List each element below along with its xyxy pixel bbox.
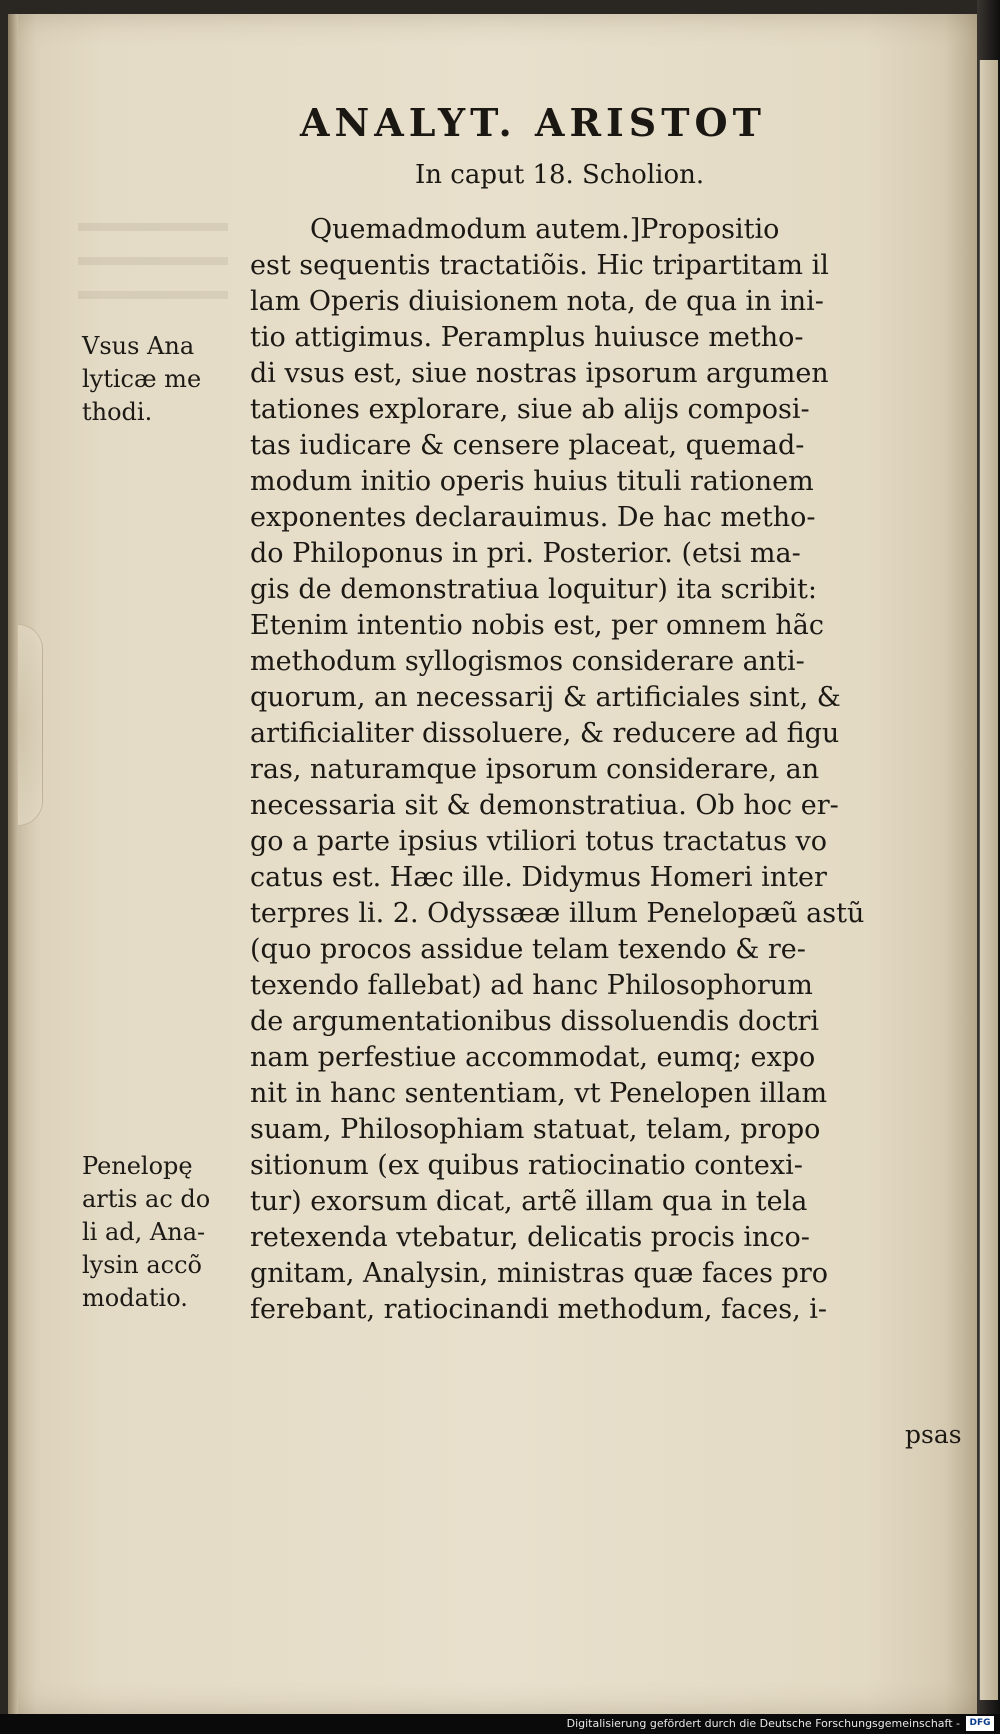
marginal-note-line: modatio. xyxy=(82,1284,188,1312)
marginal-note-line: thodi. xyxy=(82,398,153,426)
next-leaf-edge xyxy=(979,60,998,1700)
body-line: nam perfestiue accommodat, eumq; expo xyxy=(250,1042,816,1073)
body-line: tur) exorsum dicat, artẽ illam qua in tela xyxy=(250,1186,808,1217)
funding-credit: Digitalisierung gefördert durch die Deutsche Forschungsgemeinschaft - xyxy=(566,1717,960,1730)
body-line: lam Operis diuisionem nota, de qua in ini- xyxy=(250,286,824,317)
body-line: retexenda vtebatur, delicatis procis inco- xyxy=(250,1222,810,1253)
body-line: gnitam, Analysin, ministras quæ faces pro xyxy=(250,1258,829,1289)
body-line: nit in hanc sententiam, vt Penelopen illam xyxy=(250,1078,828,1109)
show-through-text xyxy=(78,209,228,319)
body-text xyxy=(250,212,930,1328)
body-line: terpres li. 2. Odyssææ illum Penelopæũ astũ xyxy=(250,898,865,929)
body-line: Quemadmodum autem.]Propositio xyxy=(310,214,780,245)
body-line: suam, Philosophiam statuat, telam, propo xyxy=(250,1114,821,1145)
marginal-note-line: Penelopę xyxy=(82,1152,193,1180)
binding-stitch-mark xyxy=(18,624,43,826)
section-title: In caput 18. Scholion. xyxy=(415,160,705,190)
body-line: ras, naturamque ipsorum considerare, an xyxy=(250,754,820,785)
body-line: do Philoponus in pri. Posterior. (etsi ma- xyxy=(250,538,801,569)
body-line: gis de demonstratiua loquitur) ita scribit: xyxy=(250,574,817,605)
marginal-note-line: li ad, Ana- xyxy=(82,1218,206,1246)
body-line: sitionum (ex quibus ratiocinatio contexi- xyxy=(250,1150,803,1181)
body-line: Etenim intentio nobis est, per omnem hãc xyxy=(250,610,824,641)
body-line: de argumentationibus dissoluendis doctri xyxy=(250,1006,820,1037)
marginal-note-analytica xyxy=(82,330,201,429)
body-line: di vsus est, siue nostras ipsorum argumen xyxy=(250,358,829,389)
running-head: ANALYT. ARISTOT xyxy=(300,100,766,145)
body-line: texendo fallebat) ad hanc Philosophorum xyxy=(250,970,813,1001)
body-line: tationes explorare, siue ab alijs composi- xyxy=(250,394,810,425)
body-line: (quo procos assidue telam texendo & re- xyxy=(250,934,806,965)
dfg-logo-icon: DFG xyxy=(966,1716,994,1731)
body-line: tio attigimus. Peramplus huiusce metho- xyxy=(250,322,804,353)
adjacent-page-edge xyxy=(977,0,1000,1734)
marginal-note-line: Vsus Ana xyxy=(82,332,195,360)
body-line: est sequentis tractatiõis. Hic tripartitam il xyxy=(250,250,829,281)
body-line: artificialiter dissoluere, & reducere ad figu xyxy=(250,718,840,749)
digitization-footer xyxy=(0,1714,1000,1734)
marginal-note-line: lyticæ me xyxy=(82,365,202,393)
page-gutter-edge xyxy=(8,14,18,1714)
catchword: psas xyxy=(905,1420,962,1449)
marginal-note-penelope xyxy=(82,1150,210,1315)
body-line: go a parte ipsius vtiliori totus tractatus vo xyxy=(250,826,828,857)
body-line: ferebant, ratiocinandi methodum, faces, i- xyxy=(250,1294,828,1325)
marginal-note-line: lysin accõ xyxy=(82,1251,202,1279)
body-line: quorum, an necessarij & artificiales sint, & xyxy=(250,682,841,713)
body-line: catus est. Hæc ille. Didymus Homeri inter xyxy=(250,862,827,893)
body-line: modum initio operis huius tituli rationem xyxy=(250,466,814,497)
body-line: tas iudicare & censere placeat, quemad- xyxy=(250,430,805,461)
body-line: exponentes declarauimus. De hac metho- xyxy=(250,502,816,533)
marginal-note-line: artis ac do xyxy=(82,1185,211,1213)
body-line: necessaria sit & demonstratiua. Ob hoc er- xyxy=(250,790,839,821)
body-line: methodum syllogismos considerare anti- xyxy=(250,646,805,677)
